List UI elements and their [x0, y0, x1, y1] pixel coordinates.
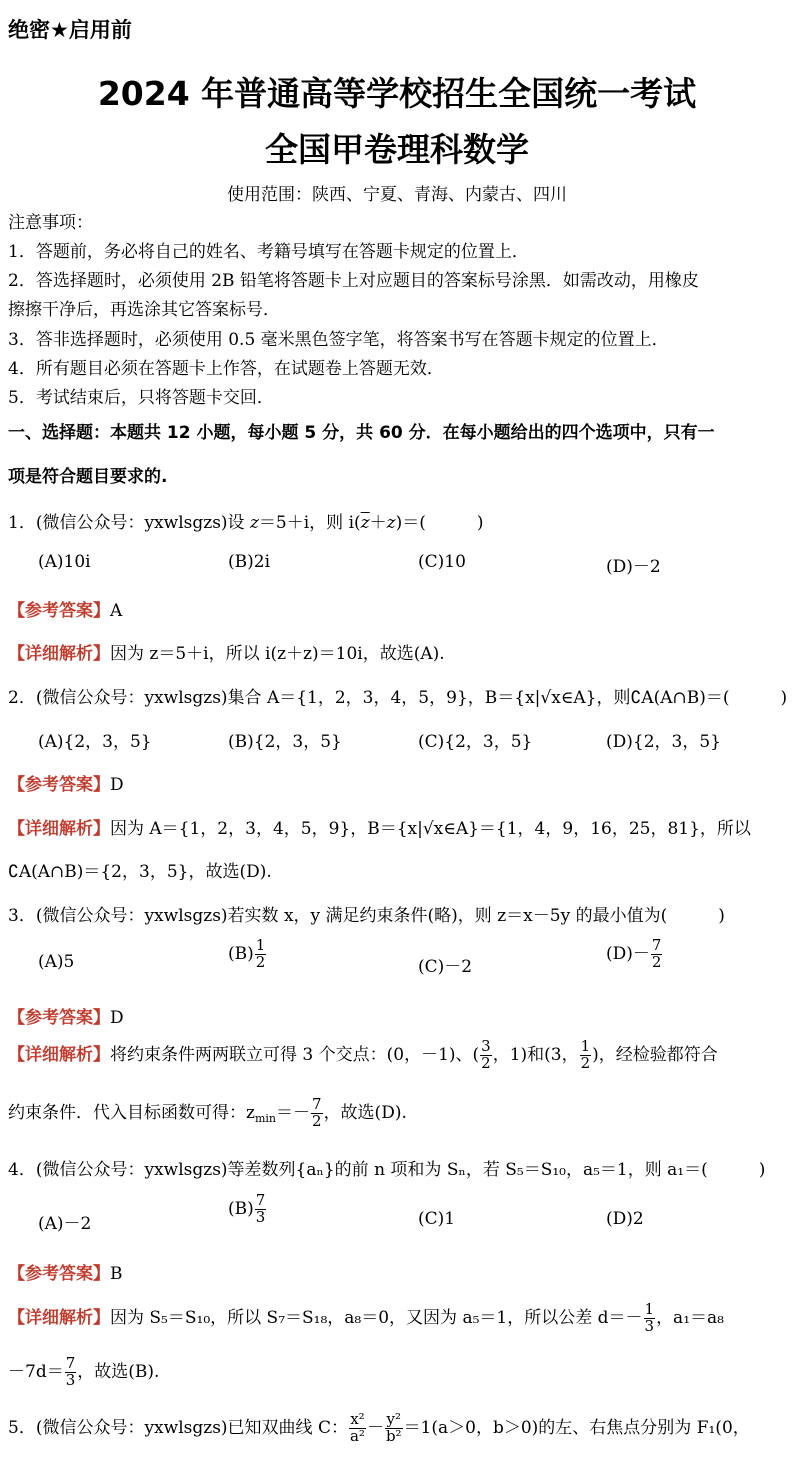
option-b: (B){2，3，5}	[228, 732, 342, 752]
option-d: (D)2	[606, 1209, 644, 1229]
option-a: (A){2，3，5}	[38, 732, 152, 752]
analysis-3-cont: 约束条件．代入目标函数可得：$z_{min}=-$ $\frac{7}{2}$ ，故选(D).	[8, 1095, 407, 1130]
option-c: (C){2，3，5}	[418, 732, 533, 752]
exam-subtitle: 全国甲卷理科数学	[265, 130, 529, 169]
section-heading: 一、选择题：本题共 12 小题，每小题 5 分，共 60 分．在每小题给出的四个选项中，只有一	[8, 423, 715, 443]
confidential-mark: 绝密★启用前	[8, 18, 132, 42]
note-item: 2．答选择题时，必须使用 2B 铅笔将答题卡上对应题目的答案标号涂黑．如需改动，用橡皮	[8, 271, 699, 291]
option-b: (B)2i	[228, 552, 271, 572]
analysis-tag: 【详细解析】	[8, 819, 110, 839]
fraction: $\frac{\text{x²}}{\text{a²}}$	[349, 1410, 365, 1445]
analysis-4: 【详细解析】因为 S₅＝S₁₀，所以 S₇＝S₁₈，a₈＝0，又因为 a₅＝1，所以公差 d＝－ $\frac{1}{3}$ ，a₁＝a₈	[8, 1300, 724, 1335]
answer-tag: 【参考答案】	[8, 1264, 110, 1284]
option-b: (B) $\frac{1}{2}$	[228, 936, 266, 971]
answer-tag: 【参考答案】	[8, 775, 110, 795]
question-2-stem: 2．(微信公众号：yxwlsgzs)集合 A＝{1，2，3，4，5，9}，B＝{x|√x∈A}，则∁A(A∩B)＝( )	[8, 688, 788, 708]
answer-1: 【参考答案】A	[8, 601, 123, 621]
option-c: (C)1	[418, 1209, 456, 1229]
option-d: (D){2，3，5}	[606, 732, 721, 752]
analysis-tag: 【详细解析】	[8, 644, 110, 664]
option-d: (D)－ $\frac{7}{2}$	[606, 936, 662, 971]
note-item: 4．所有题目必须在答题卡上作答，在试题卷上答题无效．	[8, 359, 444, 379]
analysis-4-cont: －7d＝ $\frac{7}{3}$ ，故选(B).	[8, 1354, 160, 1389]
fraction: $\frac{3}{2}$	[481, 1037, 491, 1072]
option-c: (C)－2	[418, 957, 473, 977]
answer-3: 【参考答案】D	[8, 1008, 124, 1028]
question-4-stem: 4．(微信公众号：yxwlsgzs)等差数列{aₙ}的前 n 项和为 Sₙ，若 S₅＝S₁₀，a₅＝1，则 a₁＝( )	[8, 1160, 766, 1180]
answer-tag: 【参考答案】	[8, 601, 110, 621]
note-item: 3．答非选择题时，必须使用 0.5 毫米黑色签字笔，将答案书写在答题卡规定的位置上．	[8, 330, 669, 350]
analysis-2: 【详细解析】因为 A＝{1，2，3，4，5，9}，B＝{x|√x∈A}＝{1，4，9，16，25，81}，所以	[8, 819, 751, 839]
fraction: $\frac{7}{3}$	[255, 1191, 266, 1226]
analysis-tag: 【详细解析】	[8, 1307, 110, 1328]
fraction: $\frac{1}{3}$	[644, 1300, 655, 1335]
fraction: $\frac{7}{2}$	[651, 936, 662, 971]
question-1-stem: 1．(微信公众号：yxwlsgzs)设 z＝5＋i，则 $i(\overline{z}+z)=$( )	[8, 513, 484, 533]
note-item: 1．答题前，务必将自己的姓名、考籍号填写在答题卡规定的位置上．	[8, 242, 529, 262]
option-b: (B) $\frac{7}{3}$	[228, 1191, 266, 1226]
fraction: $\frac{7}{3}$	[65, 1354, 76, 1389]
analysis-3: 【详细解析】将约束条件两两联立可得 3 个交点：(0，－1)、( $\frac{3}{2}$ ，1)和(3， $\frac{1}{2}$ )，经检验都符合	[8, 1037, 718, 1072]
notes-heading: 注意事项：	[8, 213, 93, 233]
usage-scope: 使用范围：陕西、宁夏、青海、内蒙古、四川	[227, 185, 567, 205]
exam-title: 2024 年普通高等学校招生全国统一考试	[97, 74, 697, 113]
analysis-2-cont: ∁A(A∩B)＝{2，3，5}，故选(D).	[8, 862, 272, 882]
answer-2: 【参考答案】D	[8, 775, 124, 795]
section-heading-cont: 项是符合题目要求的.	[8, 467, 168, 487]
fraction: $\frac{1}{2}$	[255, 936, 266, 971]
answer-4: 【参考答案】B	[8, 1264, 123, 1284]
option-a: (A)5	[38, 952, 75, 972]
fraction: $\frac{1}{2}$	[580, 1037, 591, 1072]
option-d: (D)－2	[606, 557, 661, 577]
note-item: 擦擦干净后，再选涂其它答案标号．	[8, 300, 280, 320]
option-a: (A)－2	[38, 1214, 92, 1234]
fraction: $\frac{7}{2}$	[312, 1095, 322, 1130]
question-3-stem: 3．(微信公众号：yxwlsgzs)若实数 x，y 满足约束条件(略)，则 z＝x－5y 的最小值为( )	[8, 906, 725, 926]
note-item: 5．考试结束后，只将答题卡交回．	[8, 388, 274, 408]
question-5-stem: 5．(微信公众号：yxwlsgzs)已知双曲线 C： $\frac{\text{x²}}{\text{a²}}$ － $\frac{\text{y²}}{\text{b²}}$ ＝1(a＞0，b＞0)的左、右焦点分别为 F₁(0，	[8, 1410, 750, 1445]
fraction: $\frac{\text{y²}}{\text{b²}}$	[385, 1410, 402, 1445]
answer-tag: 【参考答案】	[8, 1008, 110, 1028]
option-c: (C)10	[418, 552, 466, 572]
analysis-1: 【详细解析】因为 z＝5＋i，所以 i(z＋z)＝10i，故选(A).	[8, 644, 445, 664]
analysis-tag: 【详细解析】	[8, 1044, 110, 1065]
option-a: (A)10i	[38, 552, 91, 572]
